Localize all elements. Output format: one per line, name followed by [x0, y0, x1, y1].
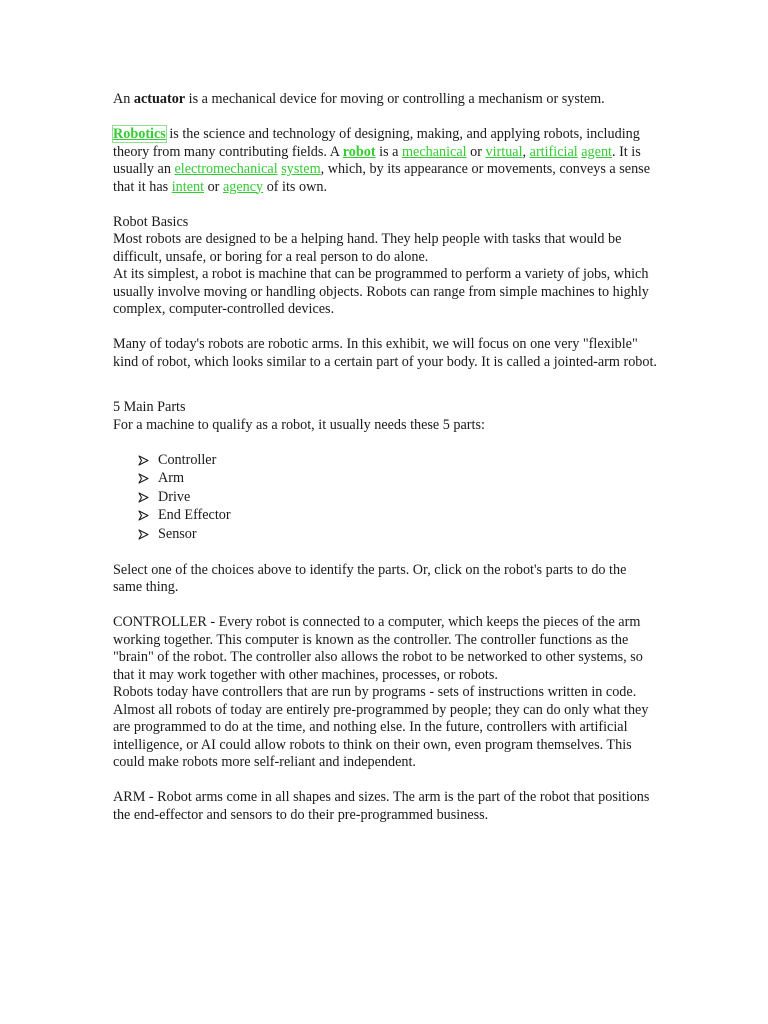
system-link[interactable]: system: [281, 161, 321, 177]
intro-prefix: An: [113, 91, 134, 107]
robotics-text-8: , which, by its appearance or movements, conveys a sense that it has: [113, 161, 650, 195]
mechanical-link[interactable]: mechanical: [401, 143, 467, 160]
list-item-arm[interactable]: [138, 470, 658, 489]
robotics-term-link[interactable]: Robotics: [113, 126, 166, 142]
robotics-text-10: of its own.: [263, 178, 327, 195]
arm-paragraph: ARM - Robot arms come in all shapes and sizes. The arm is the part of the robot that positions the end-effector and sensors to do their pre-programmed business.: [113, 789, 650, 823]
robot-basics-heading: Robot Basics: [113, 213, 189, 230]
intro-rest: is a mechanical device for moving or controlling a mechanism or system.: [185, 91, 605, 107]
parts-item-label: Arm: [158, 470, 185, 487]
agency-link[interactable]: agency: [222, 178, 264, 195]
robotics-text-3: or: [466, 143, 486, 160]
intent-link[interactable]: intent: [171, 178, 205, 195]
robotics-text-6: . It is usually an: [113, 143, 641, 177]
document-body: [113, 91, 658, 824]
basics-paragraph-1: Most robots are designed to be a helping hand. They help people with tasks that would be difficult, unsafe, or boring for a real person to do alone.: [113, 231, 622, 265]
artificial-link[interactable]: artificial: [529, 143, 578, 160]
arrow-bullet-icon: [138, 510, 149, 521]
parts-list: [113, 452, 658, 545]
robotics-text-2: is a: [375, 143, 402, 160]
basics-paragraph-3: Many of today's robots are robotic arms. In this exhibit, we will focus on one very "flexible" kind of robot, which looks similar to a certain part of your body. It is called a jointed-arm robot.: [113, 336, 657, 370]
robotics-paragraph: [113, 126, 658, 196]
list-item-sensor[interactable]: [138, 526, 658, 545]
main-parts-heading: 5 Main Parts: [113, 399, 186, 415]
virtual-link[interactable]: virtual: [485, 143, 523, 160]
list-item-drive[interactable]: [138, 489, 658, 508]
main-parts-intro: For a machine to qualify as a robot, it usually needs these 5 parts:: [113, 416, 485, 433]
controller-paragraph-1: CONTROLLER - Every robot is connected to a computer, which keeps the pieces of the arm working together. This computer is known as the controller. The controller functions as the "brain" of the robot. The controller also allows the robot to be networked to other systems, so that it may work together with other machines, processes, or robots.: [113, 614, 643, 683]
actuator-term: actuator: [133, 91, 186, 107]
arrow-bullet-icon: [138, 492, 149, 503]
basics-paragraph-2: At its simplest, a robot is machine that can be programmed to perform a variety of jobs, which usually involve moving or handling objects. Robots can range from simple machines to highly complex, computer-controlled devices.: [113, 266, 649, 317]
robotics-text-9: or: [204, 178, 223, 195]
parts-item-label: Drive: [158, 488, 191, 505]
parts-item-label: Sensor: [158, 525, 197, 542]
list-item-end-effector[interactable]: [138, 507, 658, 526]
robotics-text-1: is the science and technology of designing, making, and applying robots, including theory from many contributing fields. A: [113, 126, 640, 160]
robot-term-link[interactable]: robot: [342, 143, 376, 160]
arrow-bullet-icon: [138, 529, 149, 540]
list-item-controller[interactable]: [138, 452, 658, 471]
select-parts-text: Select one of the choices above to identify the parts. Or, click on the robot's parts to do the same thing.: [113, 561, 627, 596]
electromechanical-link[interactable]: electromechanical: [174, 161, 278, 177]
actuator-paragraph: [113, 91, 658, 109]
controller-paragraph-2: Robots today have controllers that are run by programs - sets of instructions written in code. Almost all robots of today are entirely pre-programmed by people; they can do only what they are programmed to do at the time, and nothing else. In the future, controllers with artificial intelligence, or AI could allow robots to think on their own, even program themselves. This could make robots more self-reliant and independent.: [113, 684, 649, 771]
agent-link[interactable]: agent: [581, 143, 612, 160]
arrow-bullet-icon: [138, 473, 149, 484]
parts-item-label: End Effector: [158, 507, 231, 524]
arrow-bullet-icon: [138, 455, 149, 466]
robotics-text-4: ,: [522, 143, 530, 160]
parts-item-label: Controller: [158, 451, 217, 468]
